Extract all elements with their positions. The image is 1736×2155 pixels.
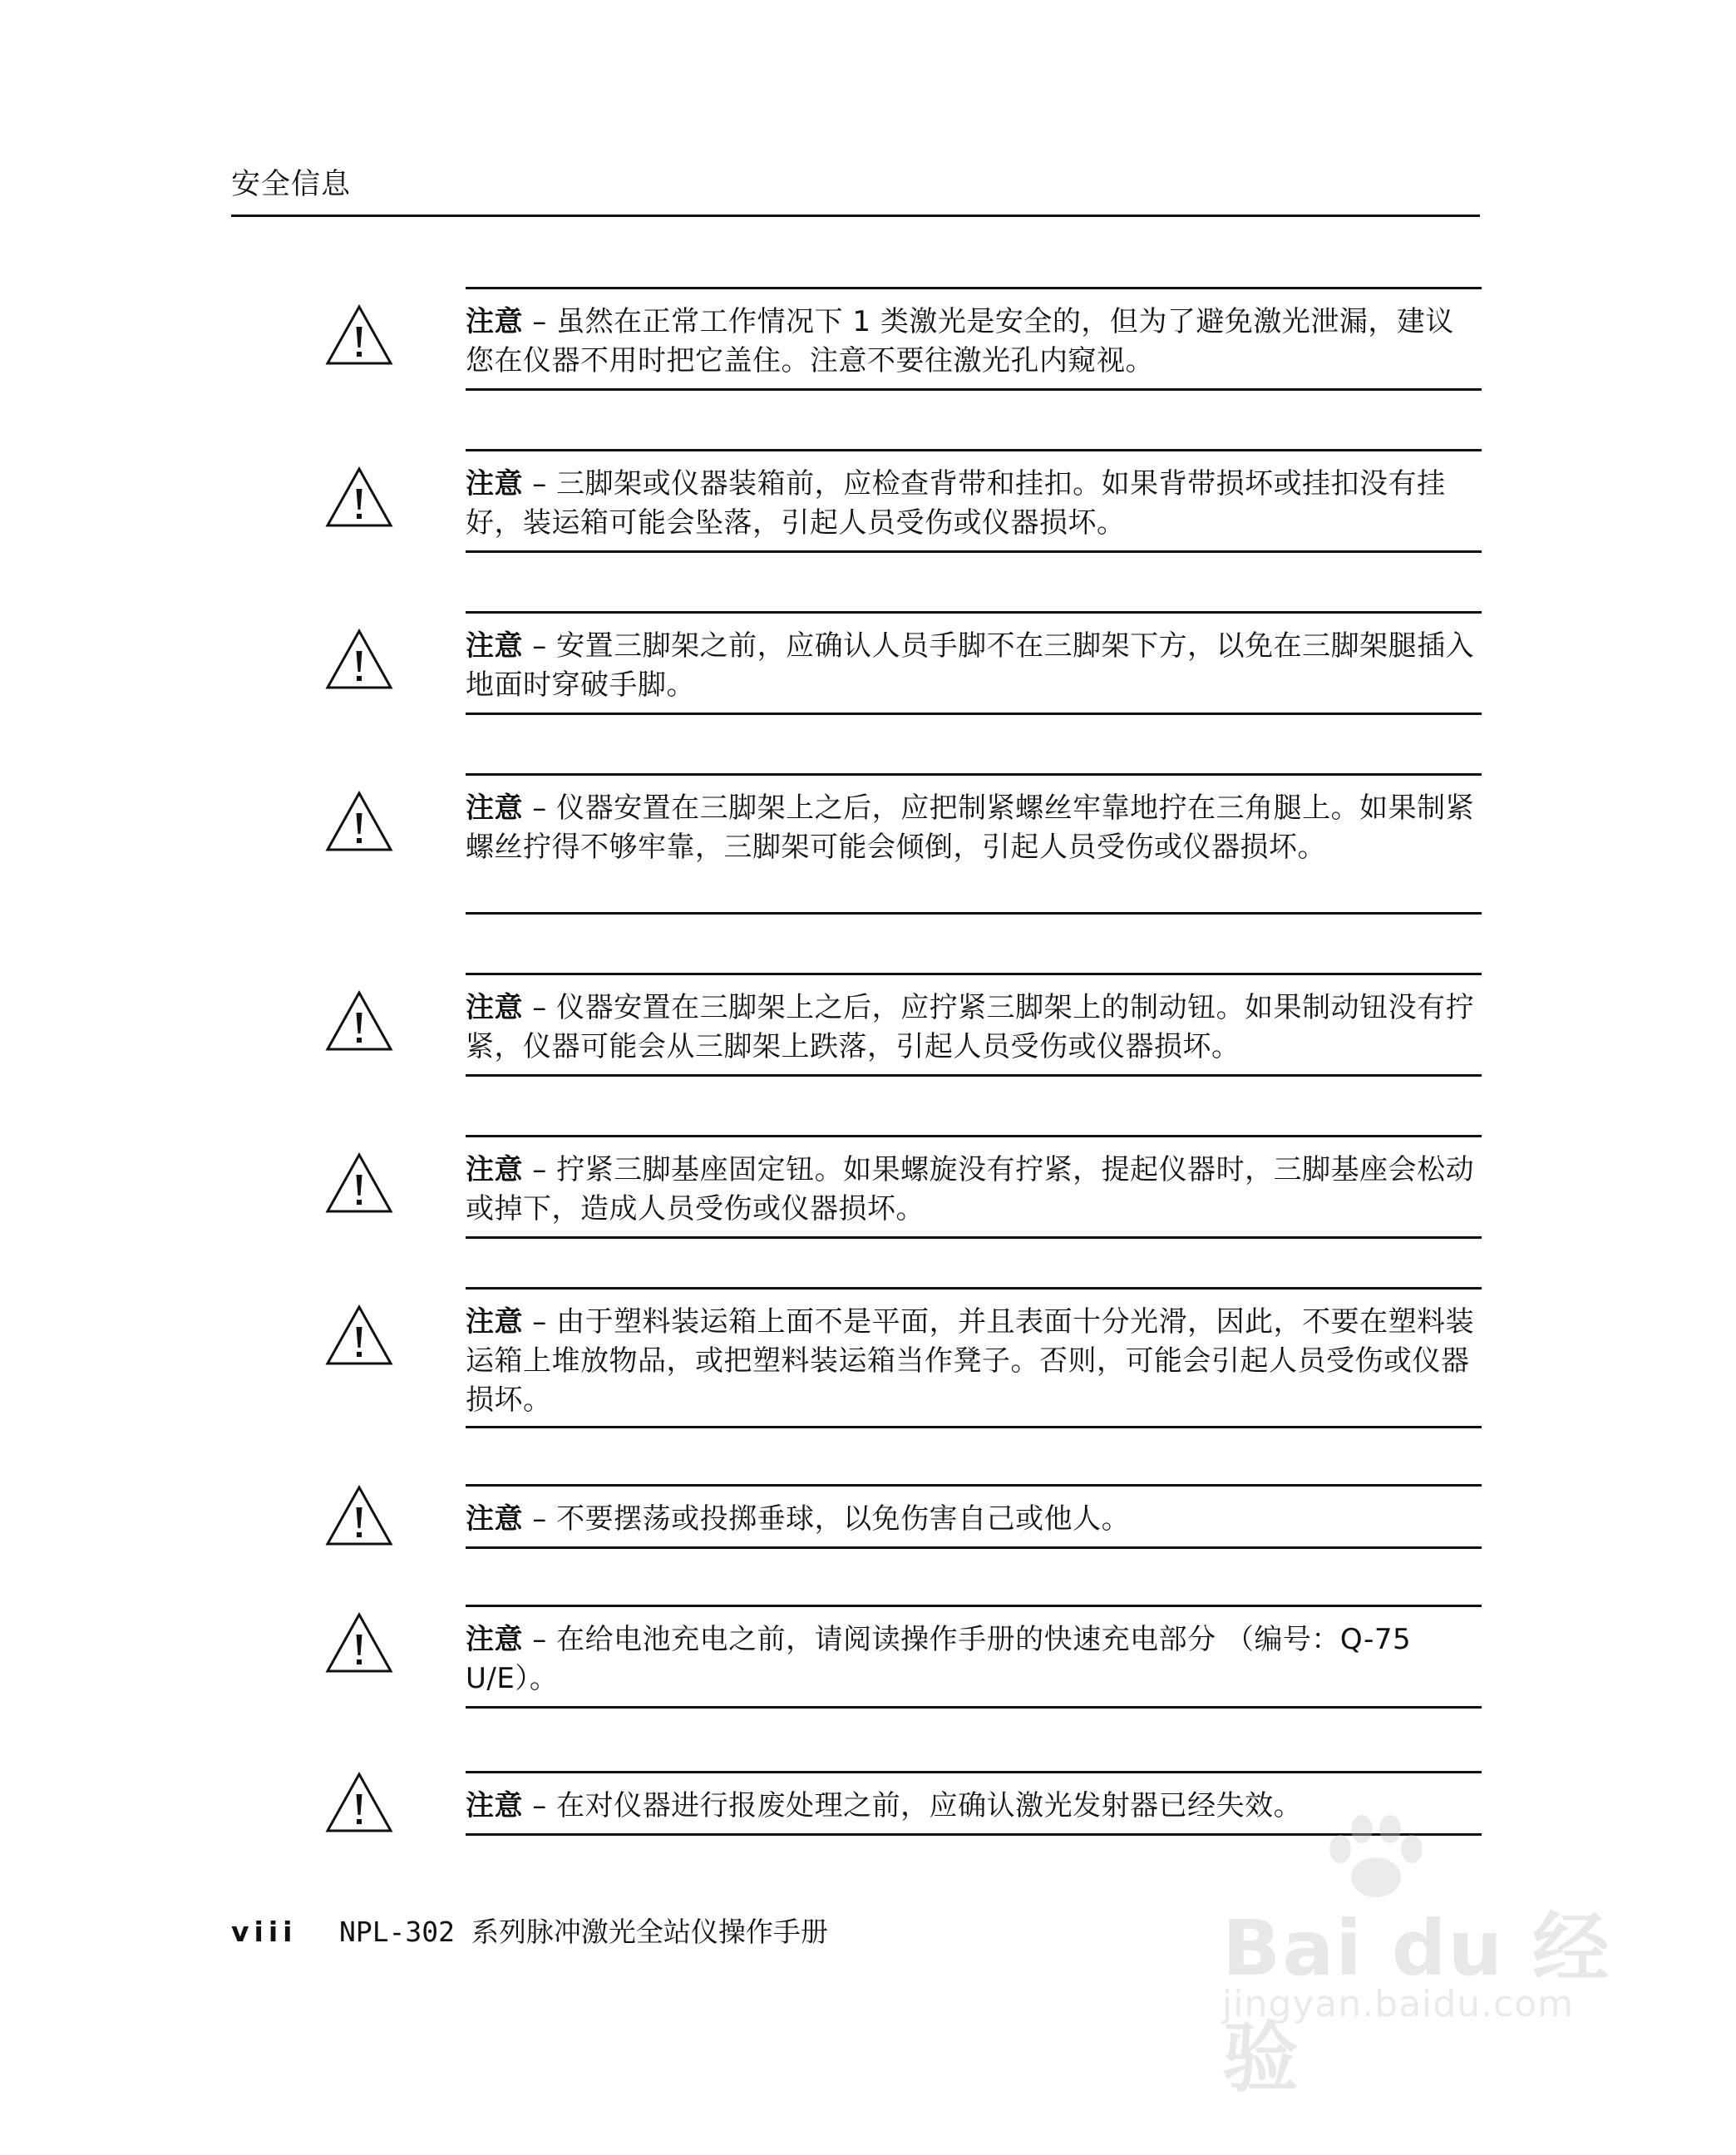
warning-triangle-icon	[324, 790, 394, 853]
caution-box	[466, 973, 1482, 1077]
caution-box	[466, 1605, 1482, 1709]
caution-box	[466, 773, 1482, 915]
caution-label: 注意	[466, 1502, 523, 1536]
warning-triangle-icon	[324, 1304, 394, 1367]
page-header	[231, 163, 1480, 217]
warning-triangle-icon	[324, 628, 394, 691]
caution-label: 注意	[466, 1789, 523, 1822]
caution-text: 注意 – 三脚架或仪器装箱前，应检查背带和挂扣。如果背带损坏或挂扣没有挂好，装运箱可能会坠落，引起人员受伤或仪器损坏。	[466, 467, 1446, 540]
caution-box	[466, 449, 1482, 553]
caution-body: 仪器安置在三脚架上之后，应把制紧螺丝牢靠地拧在三角腿上。如果制紧螺丝拧得不够牢靠，三脚架可能会倾倒，引起人员受伤或仪器损坏。	[466, 791, 1475, 864]
warning-triangle-icon	[324, 303, 394, 367]
caution-text: 注意 – 仪器安置在三脚架上之后，应拧紧三脚架上的制动钮。如果制动钮没有拧紧，仪器可能会从三脚架上跌落，引起人员受伤或仪器损坏。	[466, 991, 1475, 1063]
caution-label: 注意	[466, 991, 523, 1024]
caution-body: 在给电池充电之前，请阅读操作手册的快速充电部分 （编号：Q-75 U/E）。	[466, 1623, 1412, 1695]
caution-text: 注意 – 虽然在正常工作情况下 1 类激光是安全的，但为了避免激光泄漏，建议您在仪器不用时把它盖住。注意不要往激光孔内窥视。	[466, 305, 1454, 377]
caution-body: 三脚架或仪器装箱前，应检查背带和挂扣。如果背带损坏或挂扣没有挂好，装运箱可能会坠落，引起人员受伤或仪器损坏。	[466, 467, 1446, 540]
caution-text: 注意 – 由于塑料装运箱上面不是平面，并且表面十分光滑，因此，不要在塑料装运箱上堆放物品，或把塑料装运箱当作凳子。否则，可能会引起人员受伤或仪器损坏。	[466, 1305, 1475, 1417]
caution-box	[466, 1484, 1482, 1549]
caution-body: 由于塑料装运箱上面不是平面，并且表面十分光滑，因此，不要在塑料装运箱上堆放物品，或把塑料装运箱当作凳子。否则，可能会引起人员受伤或仪器损坏。	[466, 1305, 1475, 1417]
warning-triangle-icon	[324, 1611, 394, 1674]
caution-text: 注意 – 安置三脚架之前，应确认人员手脚不在三脚架下方，以免在三脚架腿插入地面时穿破手脚。	[466, 629, 1475, 702]
caution-box	[466, 1287, 1482, 1428]
section-title: 安全信息	[231, 168, 352, 201]
caution-label: 注意	[466, 1623, 523, 1656]
caution-body: 在对仪器进行报废处理之前，应确认激光发射器已经失效。	[556, 1789, 1303, 1822]
caution-label: 注意	[466, 791, 523, 825]
caution-box	[466, 611, 1482, 715]
caution-body: 安置三脚架之前，应确认人员手脚不在三脚架下方，以免在三脚架腿插入地面时穿破手脚。	[466, 629, 1475, 702]
watermark	[1197, 1812, 1630, 2103]
watermark-logo-text: Bai du 经验	[1222, 1904, 1611, 2103]
caution-text: 注意 – 在对仪器进行报废处理之前，应确认激光发射器已经失效。	[466, 1789, 1303, 1822]
caution-label: 注意	[466, 1153, 523, 1186]
caution-text: 注意 – 不要摆荡或投掷垂球，以免伤害自己或他人。	[466, 1502, 1131, 1536]
caution-body: 虽然在正常工作情况下 1 类激光是安全的，但为了避免激光泄漏，建议您在仪器不用时把它盖住。注意不要往激光孔内窥视。	[466, 305, 1454, 377]
caution-body: 拧紧三脚基座固定钮。如果螺旋没有拧紧，提起仪器时，三脚基座会松动或掉下，造成人员受伤或仪器损坏。	[466, 1153, 1475, 1225]
caution-label: 注意	[466, 1305, 523, 1339]
warning-triangle-icon	[324, 1771, 394, 1834]
warning-triangle-icon	[324, 466, 394, 529]
caution-label: 注意	[466, 467, 523, 501]
caution-body: 仪器安置在三脚架上之后，应拧紧三脚架上的制动钮。如果制动钮没有拧紧，仪器可能会从三脚架上跌落，引起人员受伤或仪器损坏。	[466, 991, 1475, 1063]
caution-box	[466, 287, 1482, 391]
caution-box	[466, 1135, 1482, 1239]
manual-title: NPL-302 系列脉冲激光全站仪操作手册	[338, 1916, 828, 1948]
watermark-url: jingyan.baidu.com	[1222, 1983, 1575, 2025]
page-number: viii	[231, 1916, 298, 1948]
caution-text: 注意 – 在给电池充电之前，请阅读操作手册的快速充电部分 （编号：Q-75 U/E）。	[466, 1623, 1412, 1695]
warning-triangle-icon	[324, 1484, 394, 1547]
caution-label: 注意	[466, 305, 523, 338]
warning-triangle-icon	[324, 1151, 394, 1215]
caution-label: 注意	[466, 629, 523, 663]
warning-triangle-icon	[324, 989, 394, 1053]
caution-text: 注意 – 拧紧三脚基座固定钮。如果螺旋没有拧紧，提起仪器时，三脚基座会松动或掉下，造成人员受伤或仪器损坏。	[466, 1153, 1475, 1225]
caution-text: 注意 – 仪器安置在三脚架上之后，应把制紧螺丝牢靠地拧在三角腿上。如果制紧螺丝拧得不够牢靠，三脚架可能会倾倒，引起人员受伤或仪器损坏。	[466, 791, 1475, 864]
page-footer	[231, 1912, 828, 1952]
caution-body: 不要摆荡或投掷垂球，以免伤害自己或他人。	[556, 1502, 1131, 1536]
